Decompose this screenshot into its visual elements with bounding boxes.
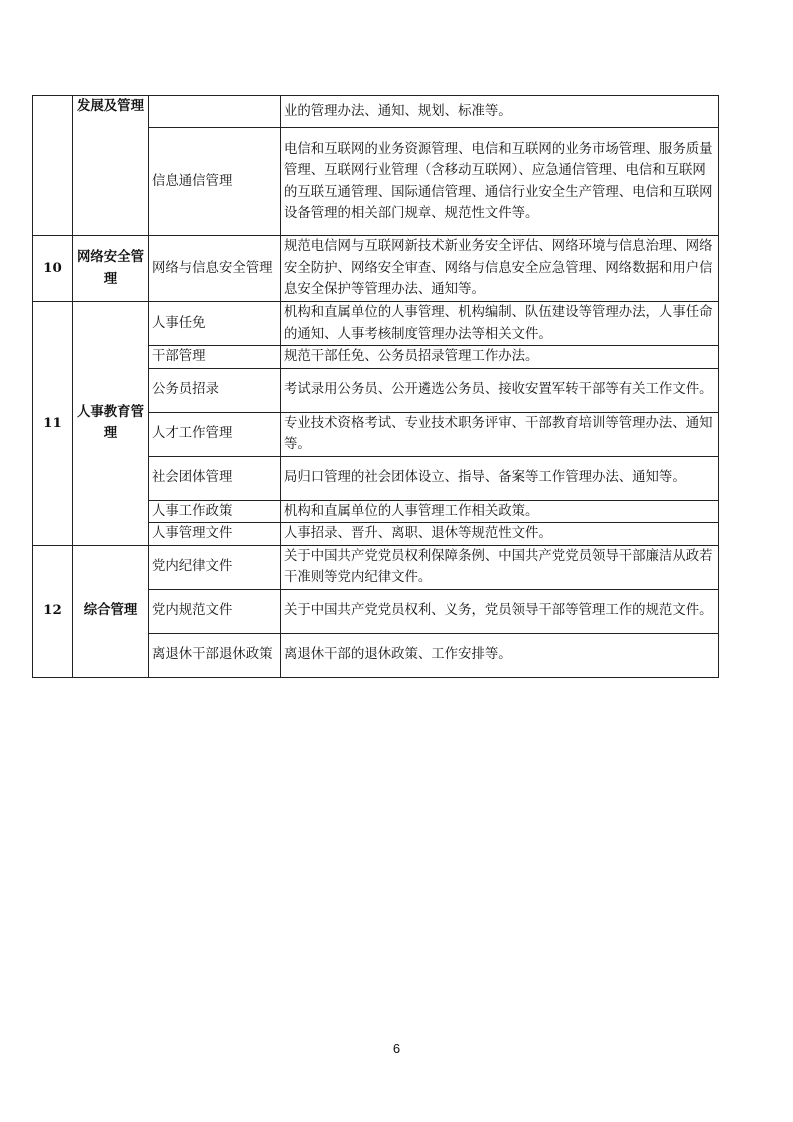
subcategory-cell: 离退休干部退休政策 bbox=[149, 633, 281, 677]
description-cell: 关于中国共产党党员权利保障条例、中国共产党党员领导干部廉洁从政若干准则等党内纪律文件。 bbox=[281, 545, 719, 589]
description-cell: 局归口管理的社会团体设立、指导、备案等工作管理办法、通知等。 bbox=[281, 456, 719, 500]
description-cell: 机构和直属单位的人事管理、机构编制、队伍建设等管理办法，人事任命的通知、人事考核制度管理办法等相关文件。 bbox=[281, 302, 719, 346]
table-row bbox=[33, 236, 719, 302]
subcategory-cell: 人事管理文件 bbox=[149, 523, 281, 546]
subcategory-cell: 党内规范文件 bbox=[149, 589, 281, 633]
subcategory-cell: 人才工作管理 bbox=[149, 412, 281, 456]
row-number bbox=[33, 96, 73, 236]
subcategory-cell: 干部管理 bbox=[149, 346, 281, 369]
subcategory-cell: 网络与信息安全管理 bbox=[149, 236, 281, 302]
table-row bbox=[33, 545, 719, 589]
category-cell: 发展及管理 bbox=[73, 96, 149, 236]
category-cell: 人事教育管理 bbox=[73, 302, 149, 546]
regulation-category-table bbox=[32, 95, 719, 678]
description-cell: 考试录用公务员、公开遴选公务员、接收安置军转干部等有关工作文件。 bbox=[281, 368, 719, 412]
page-number: 6 bbox=[392, 1041, 401, 1056]
row-number: 11 bbox=[33, 302, 73, 546]
subcategory-cell bbox=[149, 96, 281, 128]
subcategory-cell: 人事任免 bbox=[149, 302, 281, 346]
row-number: 10 bbox=[33, 236, 73, 302]
category-cell: 网络安全管理 bbox=[73, 236, 149, 302]
category-cell: 综合管理 bbox=[73, 545, 149, 677]
table-row bbox=[33, 96, 719, 128]
description-cell: 人事招录、晋升、离职、退休等规范性文件。 bbox=[281, 523, 719, 546]
description-cell: 离退休干部的退休政策、工作安排等。 bbox=[281, 633, 719, 677]
description-cell: 业的管理办法、通知、规划、标准等。 bbox=[281, 96, 719, 128]
subcategory-cell: 社会团体管理 bbox=[149, 456, 281, 500]
subcategory-cell: 人事工作政策 bbox=[149, 500, 281, 523]
description-cell: 机构和直属单位的人事管理工作相关政策。 bbox=[281, 500, 719, 523]
description-cell: 规范干部任免、公务员招录管理工作办法。 bbox=[281, 346, 719, 369]
subcategory-cell: 党内纪律文件 bbox=[149, 545, 281, 589]
description-cell: 规范电信网与互联网新技术新业务安全评估、网络环境与信息治理、网络安全防护、网络安全审查、网络与信息安全应急管理、网络数据和用户信息安全保护等管理办法、通知等。 bbox=[281, 236, 719, 302]
description-cell: 电信和互联网的业务资源管理、电信和互联网的业务市场管理、服务质量管理、互联网行业管理（含移动互联网）、应急通信管理、电信和互联网的互联互通管理、国际通信管理、通信行业安全生产管理、电信和互联网设备管理的相关部门规章、规范性文件等。 bbox=[281, 128, 719, 236]
subcategory-cell: 信息通信管理 bbox=[149, 128, 281, 236]
table-row bbox=[33, 302, 719, 346]
row-number: 12 bbox=[33, 545, 73, 677]
description-cell: 专业技术资格考试、专业技术职务评审、干部教育培训等管理办法、通知等。 bbox=[281, 412, 719, 456]
subcategory-cell: 公务员招录 bbox=[149, 368, 281, 412]
description-cell: 关于中国共产党党员权利、义务，党员领导干部等管理工作的规范文件。 bbox=[281, 589, 719, 633]
